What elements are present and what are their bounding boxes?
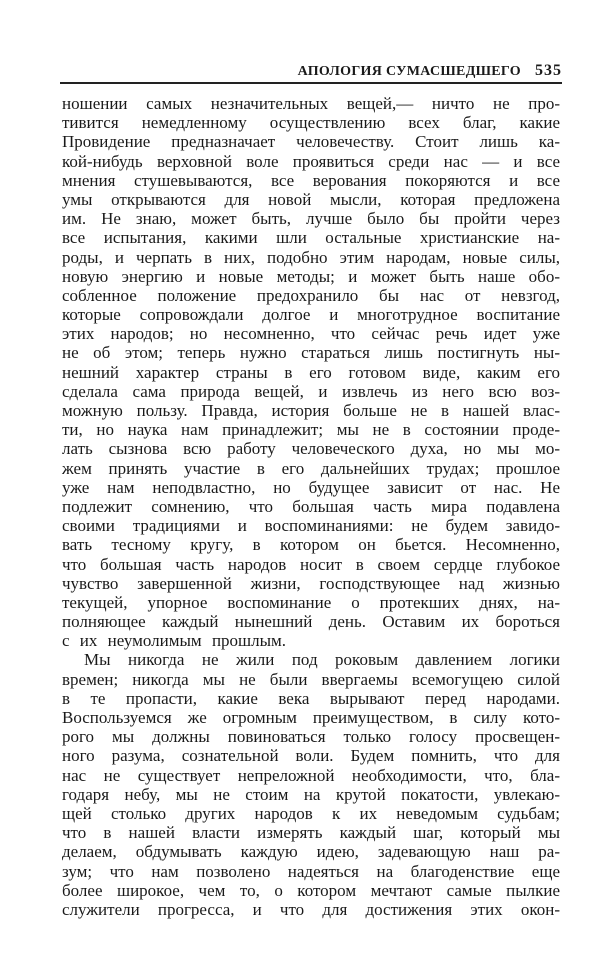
text-line: ти, но наука нам принадлежит; мы не в состоянии проде- bbox=[62, 420, 560, 440]
text-line: что большая часть народов носит в своем сердце глубокое bbox=[62, 554, 560, 574]
text-line: чувство завершенной жизни, господствующее над жизнью bbox=[62, 573, 560, 593]
running-title: АПОЛОГИЯ СУМАСШЕДШЕГО bbox=[297, 64, 521, 79]
text-line: рого мы должны повиноваться только голосу просвещен- bbox=[62, 727, 560, 747]
text-line: тивится немедленному осуществлению всех благ, какие bbox=[62, 113, 560, 133]
text-line: ношении самых незначительных вещей,— ничто не про- bbox=[62, 94, 560, 113]
text-line: новую энергию и новые методы; и может быть наше обо- bbox=[62, 266, 560, 286]
text-line: которые сопровождали долгое и многотрудное воспитание bbox=[62, 305, 560, 325]
text-line: все испытания, какими шли остальные христианские на- bbox=[62, 228, 560, 248]
text-line: уже нам неподвластно, но будущее зависит от нас. Не bbox=[62, 477, 560, 497]
page-number: 535 bbox=[535, 62, 562, 79]
text-line: Мы никогда не жили под роковым давлением логики bbox=[84, 650, 560, 670]
text-line: нас не существует непреложной необходимости, что, бла- bbox=[62, 765, 560, 785]
text-line: более широкое, чем то, о котором мечтают самые пылкие bbox=[62, 880, 560, 900]
text-line: можную пользу. Правда, история больше не в нашей влас- bbox=[62, 401, 560, 420]
text-line: годаря небу, мы не стоим на крутой покатости, увлекаю- bbox=[62, 784, 560, 804]
text-line: служители прогресса, и что для достижения этих окон- bbox=[62, 899, 560, 919]
text-line: этих народов; но несомненно, что сейчас речь идет уже bbox=[62, 324, 560, 344]
text-line: ного разума, сознательной воли. Будем помнить, что для bbox=[62, 746, 560, 766]
text-line: нешний характер страны в его готовом виде, каким его bbox=[62, 362, 560, 382]
text-line: текущей, упорное воспоминание о протекших днях, на- bbox=[62, 592, 560, 612]
text-line: времен; никогда мы не были ввергаемы всемогущею силой bbox=[62, 669, 560, 689]
text-line: в те пропасти, какие века вырывают перед народами. bbox=[62, 688, 560, 708]
text-line: умы открываются для новой мысли, которая предложена bbox=[62, 189, 560, 209]
text-line: с их неумолимым прошлым. bbox=[62, 631, 287, 651]
text-line: зум; что нам позволено надеяться на благоденствие еще bbox=[62, 861, 560, 881]
text-line: сделала сама природа вещей, и извлечь из него всю воз- bbox=[62, 381, 560, 401]
text-line: мнения стушевываются, все верования покоряются и все bbox=[62, 170, 560, 190]
text-line: Воспользуемся же огромным преимуществом, в силу кото- bbox=[62, 708, 560, 727]
text-line: не об этом; теперь нужно стараться лишь постигнуть ны- bbox=[62, 343, 560, 363]
text-line: полняющее каждый нынешний день. Оставим их бороться bbox=[62, 612, 560, 632]
text-line: подлежит сомнению, что большая часть мира подавлена bbox=[62, 496, 560, 516]
text-line: щей столько других народов к их неведомым судьбам; bbox=[62, 803, 560, 823]
text-line: своими традициями и воспоминаниями: не будем завидо- bbox=[62, 516, 560, 536]
text-line: кой-нибудь верховной воле проявиться среди нас — и все bbox=[62, 151, 560, 171]
text-line: им. Не знаю, может быть, лучше было бы пройти через bbox=[62, 209, 560, 229]
running-header bbox=[60, 62, 562, 82]
header-rule bbox=[60, 82, 562, 84]
text-line: лать сызнова всю работу человеческого духа, но мы мо- bbox=[62, 439, 560, 459]
text-line: делаем, обдумывать каждую идею, задевающую наш ра- bbox=[62, 842, 560, 862]
text-line: вать тесному кругу, в котором он бьется. Несомненно, bbox=[62, 535, 560, 555]
text-line: что в нашей власти измерять каждый шаг, который мы bbox=[62, 823, 560, 843]
text-line: собленное положение предохранило бы нас от невзгод, bbox=[62, 285, 560, 305]
text-line: жем принять участие в его дальнейших трудах; прошлое bbox=[62, 458, 560, 478]
text-line: Провидение предназначает человечеству. Стоит лишь ка- bbox=[62, 132, 560, 152]
text-line: роды, и черпать в них, подобно этим народам, новые силы, bbox=[62, 247, 560, 267]
body-text bbox=[62, 94, 560, 919]
